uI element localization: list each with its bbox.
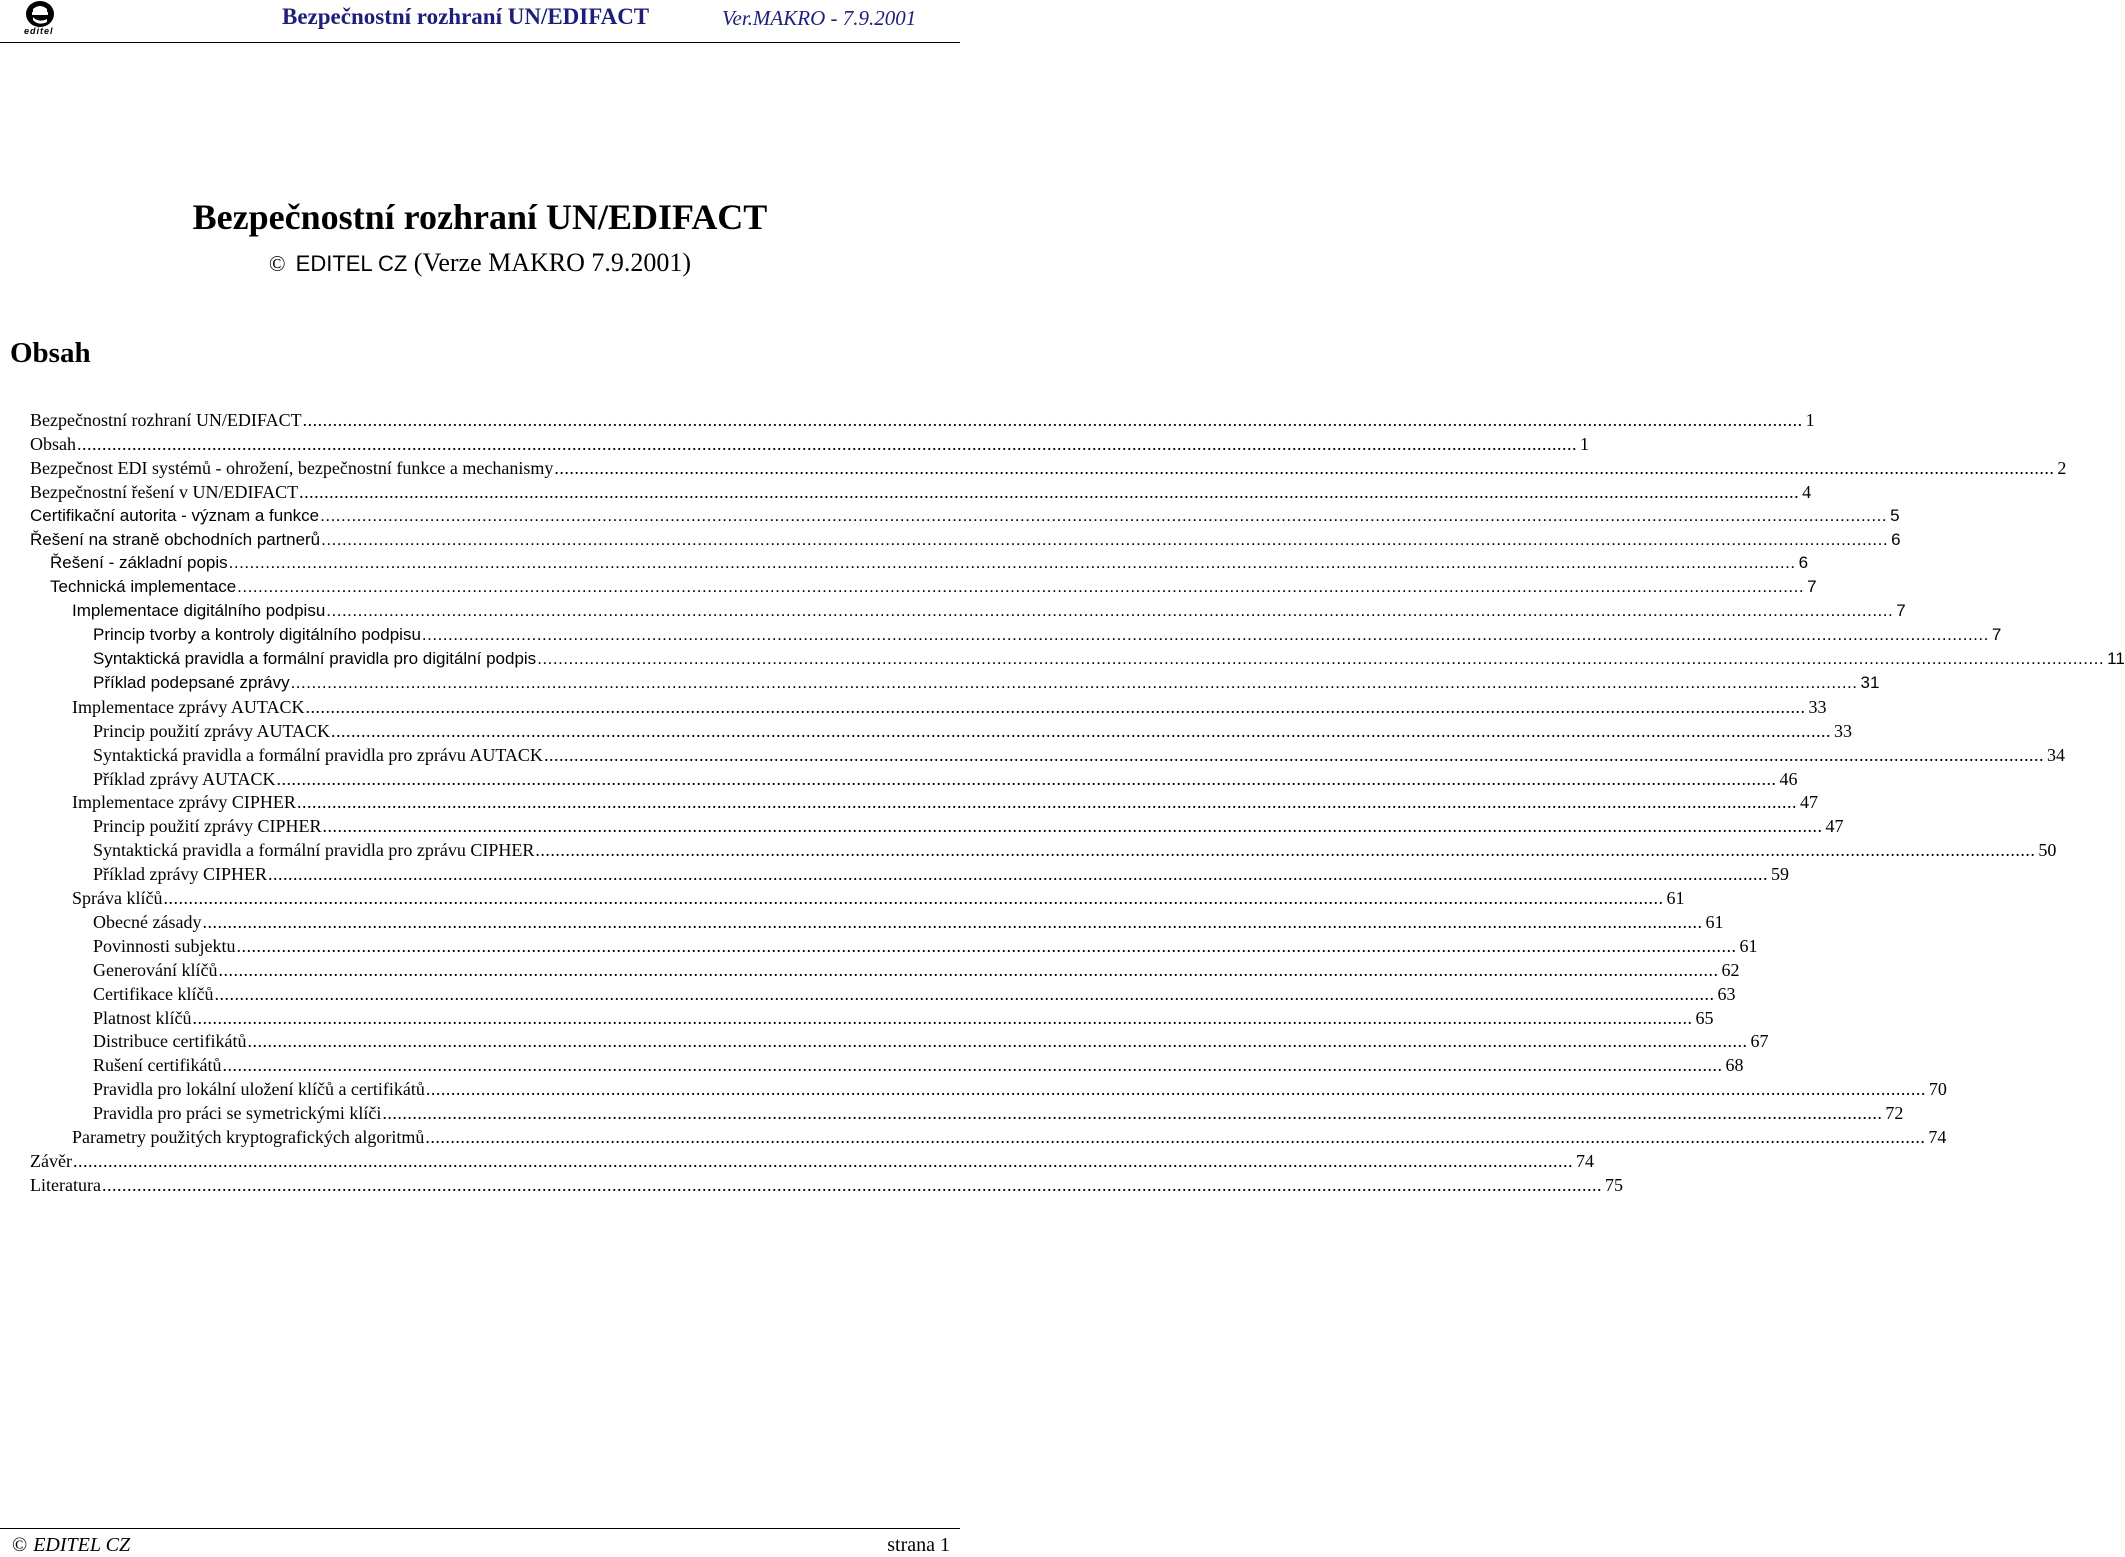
toc-entry-label: Syntaktická pravidla a formální pravidla pro zprávu AUTACK xyxy=(93,744,543,765)
copyright-icon: © xyxy=(12,1534,28,1556)
toc-leader-dots: ............................................................................................................................................................................................................................................................................................................ xyxy=(535,840,2036,861)
toc-entry[interactable] xyxy=(72,1125,1947,1149)
toc-leader-dots: ............................................................................................................................................................................................................................................................................................................ xyxy=(72,1150,1573,1171)
toc-entry[interactable] xyxy=(93,1101,1904,1125)
toc-entry-page: 7 xyxy=(1991,625,2002,645)
toc-entry[interactable] xyxy=(93,814,1844,838)
toc-entry-page: 75 xyxy=(1604,1174,1623,1195)
toc-entry-label: Implementace digitálního podpisu xyxy=(72,601,326,621)
toc-entry-label: Princip použití zprávy CIPHER xyxy=(93,816,322,837)
toc-leader-dots: ............................................................................................................................................................................................................................................................................................................ xyxy=(322,816,1823,837)
toc-leader-dots: ............................................................................................................................................................................................................................................................................................................ xyxy=(267,864,1768,885)
footer-copyright xyxy=(12,1534,130,1557)
toc-entry[interactable] xyxy=(93,1029,1769,1053)
toc-leader-dots: ............................................................................................................................................................................................................................................................................................................ xyxy=(554,457,2055,478)
toc-entry-page: 31 xyxy=(1860,672,1880,692)
toc-entry-label: Generování klíčů xyxy=(93,959,218,980)
toc-leader-dots: ............................................................................................................................................................................................................................................................................................................ xyxy=(382,1103,1883,1124)
toc-entry-label: Literatura xyxy=(30,1174,101,1195)
toc-leader-dots: ............................................................................................................................................................................................................................................................................................................ xyxy=(228,553,1796,573)
toc-entry-page: 34 xyxy=(2046,744,2065,765)
document-title: Bezpečnostní rozhraní UN/EDIFACT xyxy=(192,197,768,237)
header-divider xyxy=(0,42,960,43)
toc-entry-label: Rušení certifikátů xyxy=(93,1055,222,1076)
toc-leader-dots: ............................................................................................................................................................................................................................................................................................................ xyxy=(331,720,1832,741)
toc-entry-label: Princip tvorby a kontroly digitálního podpisu xyxy=(93,625,421,645)
header-title: Bezpečnostní rozhraní UN/EDIFACT xyxy=(282,4,650,29)
toc-leader-dots: ............................................................................................................................................................................................................................................................................................................ xyxy=(425,1079,1926,1100)
toc-entry-label: Platnost klíčů xyxy=(93,1007,192,1028)
toc-entry[interactable] xyxy=(93,623,2002,647)
toc-entry[interactable] xyxy=(93,958,1740,982)
toc-entry-label: Příklad zprávy CIPHER xyxy=(93,864,267,885)
toc-entry-page: 46 xyxy=(1779,768,1798,789)
toc-entry[interactable] xyxy=(72,599,1906,623)
toc-leader-dots: ............................................................................................................................................................................................................................................................................................................ xyxy=(163,888,1664,908)
toc-entry[interactable] xyxy=(72,695,1827,719)
toc-entry[interactable] xyxy=(30,1173,1623,1197)
toc-entry-label: Certifikace klíčů xyxy=(93,983,214,1004)
toc-entry[interactable] xyxy=(93,1077,1947,1101)
toc-entry-label: Příklad podepsané zprávy xyxy=(93,672,290,692)
header-version: Ver.MAKRO - 7.9.2001 xyxy=(722,6,917,30)
toc-entry-page: 5 xyxy=(1890,505,1900,525)
toc-leader-dots: ............................................................................................................................................................................................................................................................................................................ xyxy=(222,1055,1723,1076)
toc-entry[interactable] xyxy=(30,504,1900,528)
toc-entry-label: Povinnosti subjektu xyxy=(93,935,236,956)
toc-entry-page: 7 xyxy=(1807,577,1817,597)
toc-entry-label: Závěr xyxy=(30,1150,72,1171)
toc-entry-page: 70 xyxy=(1928,1079,1947,1100)
toc-leader-dots: ............................................................................................................................................................................................................................................................................................................ xyxy=(192,1007,1693,1028)
toc-entry-label: Pravidla pro práci se symetrickými klíči xyxy=(93,1103,382,1124)
toc-leader-dots: ............................................................................................................................................................................................................................................................................................................ xyxy=(218,959,1719,980)
toc-entry-label: Distribuce certifikátů xyxy=(93,1031,247,1052)
toc-leader-dots: ............................................................................................................................................................................................................................................................................................................ xyxy=(320,505,1888,525)
toc-entry-page: 61 xyxy=(1739,935,1758,956)
toc-entry[interactable] xyxy=(93,1006,1714,1030)
toc-entry-page: 59 xyxy=(1770,864,1789,885)
toc-entry-label: Bezpečnost EDI systémů - ohrožení, bezpečnostní funkce a mechanismy xyxy=(30,457,554,478)
toc-entry[interactable] xyxy=(93,1053,1744,1077)
toc-entry[interactable] xyxy=(50,551,1809,575)
toc-entry-page: 33 xyxy=(1834,720,1853,741)
toc-leader-dots: ............................................................................................................................................................................................................................................................................................................ xyxy=(214,983,1715,1004)
toc-entry[interactable] xyxy=(30,480,1812,504)
toc-entry-label: Certifikační autorita - význam a funkce xyxy=(30,505,320,525)
toc-entry-label: Bezpečnostní řešení v UN/EDIFACT xyxy=(30,481,299,502)
toc-entry[interactable] xyxy=(93,910,1724,934)
toc-entry-page: 63 xyxy=(1717,983,1736,1004)
toc-entry-page: 62 xyxy=(1721,959,1740,980)
toc-leader-dots: ............................................................................................................................................................................................................................................................................................................ xyxy=(202,911,1703,932)
copyright-icon: © xyxy=(268,251,286,276)
toc-entry[interactable] xyxy=(93,743,2065,767)
toc-entry-label: Příklad zprávy AUTACK xyxy=(93,768,276,789)
toc-leader-dots: ............................................................................................................................................................................................................................................................................................................ xyxy=(321,529,1889,549)
toc-entry-page: 47 xyxy=(1825,816,1844,837)
logo-wordmark: editel xyxy=(24,26,54,36)
subtitle-org: EDITEL CZ xyxy=(295,251,408,276)
toc-entry-page: 74 xyxy=(1575,1150,1594,1171)
toc-entry[interactable] xyxy=(30,456,2067,480)
toc-entry[interactable] xyxy=(30,432,1589,456)
toc-heading: Obsah xyxy=(10,337,91,369)
toc-entry-label: Parametry použitých kryptografických algoritmů xyxy=(72,1127,425,1147)
toc-entry[interactable] xyxy=(93,838,2057,862)
toc-leader-dots: ............................................................................................................................................................................................................................................................................................................ xyxy=(543,744,2044,765)
toc-entry-page: 50 xyxy=(2038,840,2057,861)
toc-entry-label: Princip použití zprávy AUTACK xyxy=(93,720,331,741)
footer-org: EDITEL CZ xyxy=(33,1534,131,1556)
toc-entry[interactable] xyxy=(93,647,2125,671)
toc-leader-dots: ............................................................................................................................................................................................................................................................................................................ xyxy=(537,649,2105,668)
toc-entry-page: 61 xyxy=(1705,911,1724,932)
footer-page-number: strana 1 xyxy=(887,1534,950,1556)
toc-entry-page: 72 xyxy=(1885,1103,1904,1124)
toc-entry-label: Obecné zásady xyxy=(93,911,202,932)
toc-entry-label: Řešení - základní popis xyxy=(50,553,228,573)
toc-entry[interactable] xyxy=(30,408,1815,432)
toc-leader-dots: ............................................................................................................................................................................................................................................................................................................ xyxy=(77,433,1577,454)
toc-entry-page: 6 xyxy=(1798,553,1809,573)
toc-leader-dots: ............................................................................................................................................................................................................................................................................................................ xyxy=(302,410,1803,430)
toc-entry-page: 6 xyxy=(1891,529,1901,549)
toc-entry-label: Syntaktická pravidla a formální pravidla pro zprávu CIPHER xyxy=(93,840,535,861)
toc-entry[interactable] xyxy=(72,886,1685,910)
toc-entry-page: 67 xyxy=(1750,1031,1769,1052)
toc-entry-page: 2 xyxy=(2057,457,2067,478)
toc-entry-label: Implementace zprávy AUTACK xyxy=(72,696,305,717)
toc-entry-page: 33 xyxy=(1808,696,1827,717)
toc-entry-page: 7 xyxy=(1896,601,1906,621)
subtitle-version: (Verze MAKRO 7.9.2001) xyxy=(413,248,692,277)
toc-leader-dots: ............................................................................................................................................................................................................................................................................................................ xyxy=(425,1127,1926,1147)
toc-entry-page: 1 xyxy=(1580,433,1589,454)
toc-leader-dots: ............................................................................................................................................................................................................................................................................................................ xyxy=(237,577,1805,597)
toc-entry-label: Řešení na straně obchodních partnerů xyxy=(30,529,321,549)
toc-entry-label: Implementace zprávy CIPHER xyxy=(72,792,296,813)
toc-entry-label: Syntaktická pravidla a formální pravidla pro digitální podpis xyxy=(93,649,537,668)
toc-entry-page: 11 xyxy=(2107,649,2125,668)
toc-entry-page: 4 xyxy=(1802,481,1812,502)
toc-entry-page: 61 xyxy=(1666,888,1685,908)
toc-entry-label: Obsah xyxy=(30,433,76,454)
toc-leader-dots: ............................................................................................................................................................................................................................................................................................................ xyxy=(305,696,1806,717)
toc-leader-dots: ............................................................................................................................................................................................................................................................................................................ xyxy=(236,935,1737,956)
toc-entry-page: 74 xyxy=(1928,1127,1947,1147)
toc-entry[interactable] xyxy=(72,790,1818,814)
toc-leader-dots: ............................................................................................................................................................................................................................................................................................................ xyxy=(299,481,1800,502)
page-header xyxy=(0,0,960,44)
toc-leader-dots: ............................................................................................................................................................................................................................................................................................................ xyxy=(247,1031,1748,1052)
toc-leader-dots: ............................................................................................................................................................................................................................................................................................................ xyxy=(326,601,1894,621)
toc-entry[interactable] xyxy=(93,671,1880,695)
toc-entry[interactable] xyxy=(93,982,1736,1006)
toc-entry[interactable] xyxy=(93,767,1798,791)
toc-entry[interactable] xyxy=(30,1149,1594,1173)
toc-entry-page: 1 xyxy=(1805,410,1815,430)
toc-leader-dots: ............................................................................................................................................................................................................................................................................................................ xyxy=(101,1174,1602,1195)
toc-leader-dots: ............................................................................................................................................................................................................................................................................................................ xyxy=(296,792,1797,813)
toc-leader-dots: ............................................................................................................................................................................................................................................................................................................ xyxy=(421,625,1989,645)
toc-entry-page: 68 xyxy=(1725,1055,1744,1076)
toc-leader-dots: ............................................................................................................................................................................................................................................................................................................ xyxy=(276,768,1777,789)
footer-divider xyxy=(0,1528,960,1529)
toc-entry-label: Pravidla pro lokální uložení klíčů a certifikátů xyxy=(93,1079,425,1100)
toc-leader-dots: ............................................................................................................................................................................................................................................................................................................ xyxy=(290,672,1858,692)
toc-entry[interactable] xyxy=(93,862,1789,886)
toc-entry-label: Správa klíčů xyxy=(72,888,163,908)
document-subtitle xyxy=(0,248,960,278)
toc-entry[interactable] xyxy=(93,934,1758,958)
toc-entry-page: 65 xyxy=(1695,1007,1714,1028)
toc-entry[interactable] xyxy=(50,575,1817,599)
toc-entry-label: Bezpečnostní rozhraní UN/EDIFACT xyxy=(30,410,302,430)
toc-entry[interactable] xyxy=(30,528,1901,552)
toc-entry[interactable] xyxy=(93,719,1853,743)
toc-entry-page: 47 xyxy=(1799,792,1818,813)
toc-entry-label: Technická implementace xyxy=(50,577,237,597)
